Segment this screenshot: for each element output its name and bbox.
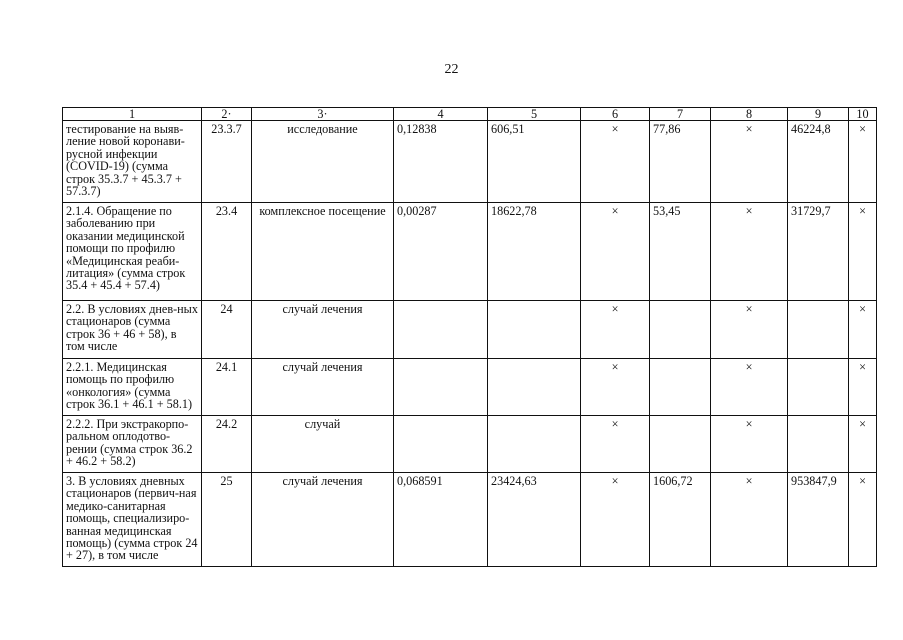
row-col4: 0,068591 — [394, 473, 488, 567]
row-col7 — [650, 301, 711, 359]
table-row — [63, 203, 877, 301]
row-col6: × — [581, 416, 650, 473]
column-header: 8 — [711, 108, 788, 121]
row-line-number: 23.3.7 — [202, 121, 252, 203]
row-col5 — [488, 359, 581, 416]
table-row — [63, 121, 877, 203]
column-header: 1 — [63, 108, 202, 121]
row-col9: 46224,8 — [788, 121, 849, 203]
row-col4 — [394, 416, 488, 473]
row-col10: × — [849, 473, 877, 567]
row-col6: × — [581, 359, 650, 416]
column-header: 10 — [849, 108, 877, 121]
row-col5 — [488, 416, 581, 473]
row-col10: × — [849, 301, 877, 359]
row-col5 — [488, 301, 581, 359]
row-col10: × — [849, 359, 877, 416]
column-header: 2· — [202, 108, 252, 121]
row-name: 3. В условиях дневных стационаров (первич-ная медико-санитарная помощь, специализиро-ванная медицинская помощь) (сумма строк 24 + 27), в том числе — [63, 473, 202, 567]
row-col4 — [394, 359, 488, 416]
row-name: тестирование на выяв-ление новой коронави-русной инфекции (COVID-19) (сумма строк 35.3.7 + 45.3.7 + 57.3.7) — [63, 121, 202, 203]
row-col4: 0,00287 — [394, 203, 488, 301]
row-unit: случай лечения — [252, 359, 394, 416]
row-col9 — [788, 359, 849, 416]
row-line-number: 24.2 — [202, 416, 252, 473]
row-col9: 31729,7 — [788, 203, 849, 301]
row-col8: × — [711, 121, 788, 203]
table-row — [63, 473, 877, 567]
table-row — [63, 359, 877, 416]
row-col8: × — [711, 301, 788, 359]
column-header: 3· — [252, 108, 394, 121]
table-row — [63, 301, 877, 359]
row-col7: 53,45 — [650, 203, 711, 301]
row-col5: 18622,78 — [488, 203, 581, 301]
row-col10: × — [849, 203, 877, 301]
row-col5: 23424,63 — [488, 473, 581, 567]
row-col8: × — [711, 416, 788, 473]
row-unit: случай — [252, 416, 394, 473]
row-col9: 953847,9 — [788, 473, 849, 567]
row-col7 — [650, 359, 711, 416]
row-col7: 1606,72 — [650, 473, 711, 567]
row-unit: исследование — [252, 121, 394, 203]
row-unit: комплексное посещение — [252, 203, 394, 301]
row-line-number: 23.4 — [202, 203, 252, 301]
row-col8: × — [711, 203, 788, 301]
row-line-number: 25 — [202, 473, 252, 567]
row-line-number: 24 — [202, 301, 252, 359]
row-col6: × — [581, 203, 650, 301]
table-header-row — [63, 108, 877, 121]
row-col6: × — [581, 301, 650, 359]
row-col4 — [394, 301, 488, 359]
row-line-number: 24.1 — [202, 359, 252, 416]
row-name: 2.2.2. При экстракорпо-ральном оплодотво-рении (сумма строк 36.2 + 46.2 + 58.2) — [63, 416, 202, 473]
row-col8: × — [711, 359, 788, 416]
column-header: 9 — [788, 108, 849, 121]
row-unit: случай лечения — [252, 301, 394, 359]
row-col10: × — [849, 416, 877, 473]
row-name: 2.2.1. Медицинская помощь по профилю «онкология» (сумма строк 36.1 + 46.1 + 58.1) — [63, 359, 202, 416]
row-name: 2.1.4. Обращение по заболеванию при оказании медицинской помощи по профилю «Медицинская реаби-литация» (сумма строк 35.4 + 45.4 + 57.4) — [63, 203, 202, 301]
row-col6: × — [581, 473, 650, 567]
row-col5: 606,51 — [488, 121, 581, 203]
column-header: 4 — [394, 108, 488, 121]
row-name: 2.2. В условиях днев-ных стационаров (сумма строк 36 + 46 + 58), в том числе — [63, 301, 202, 359]
column-header: 6 — [581, 108, 650, 121]
row-col9 — [788, 416, 849, 473]
row-col7 — [650, 416, 711, 473]
row-col7: 77,86 — [650, 121, 711, 203]
row-unit: случай лечения — [252, 473, 394, 567]
table-row — [63, 416, 877, 473]
row-col4: 0,12838 — [394, 121, 488, 203]
row-col10: × — [849, 121, 877, 203]
data-table — [62, 107, 877, 567]
page-number: 22 — [444, 62, 459, 77]
column-header: 7 — [650, 108, 711, 121]
row-col9 — [788, 301, 849, 359]
row-col8: × — [711, 473, 788, 567]
row-col6: × — [581, 121, 650, 203]
column-header: 5 — [488, 108, 581, 121]
